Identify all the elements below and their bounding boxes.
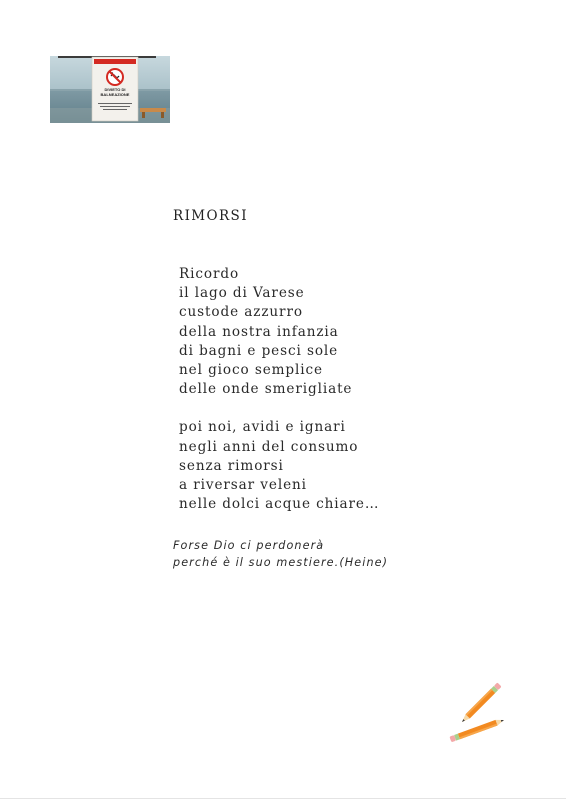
poem-line: Ricordo [179,266,240,282]
poem-line: poi noi, avidi e ignari [179,419,346,436]
sign-heading: DIVIETO DI BALNEAZIONE [100,87,130,97]
poem-line: custode azzurro [179,304,303,321]
quote-line: Forse Dio ci perdonerà [173,539,325,552]
bench [140,108,166,112]
poem-line: a riversar veleni [179,477,307,494]
poem-line: della nostra infanzia [179,323,339,340]
poem-line: di bagni e pesci sole [179,342,339,359]
poem-line: delle onde smerigliate [179,381,353,398]
closing-quote [173,537,388,571]
page-edge [0,798,566,799]
poem-line: negli anni del consumo [179,438,359,455]
stanza-break [179,399,379,418]
lake-sign-photo [50,56,170,123]
poem-line: senza rimorsi [179,457,284,474]
poem-line: nelle dolci acque chiare… [179,496,380,513]
pencils-icon [440,672,516,748]
lake-sign-illustration [50,56,170,123]
quote-line: perché è il suo mestiere.(Heine) [173,556,389,569]
poem-title: RIMORSI [173,208,248,224]
poem-line: nel gioco semplice [179,362,323,379]
poem-body [179,265,379,514]
poem-line: il lago di Varese [179,285,305,302]
